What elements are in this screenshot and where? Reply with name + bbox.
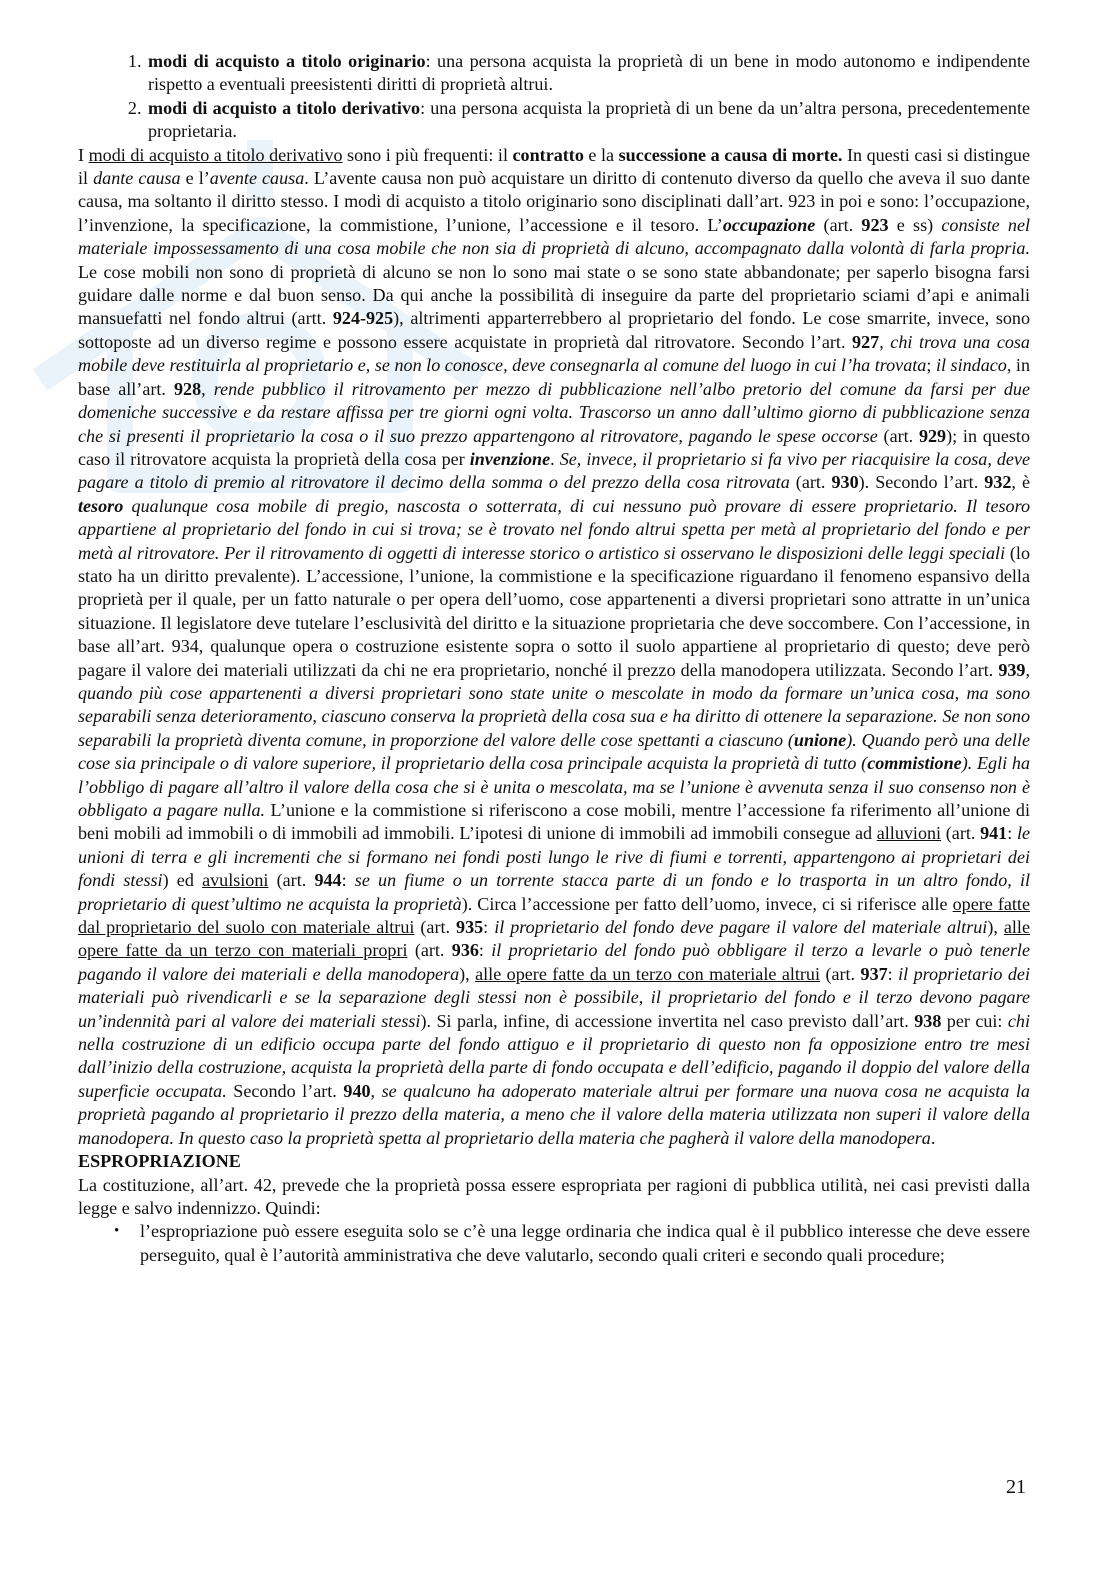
text-run: 928 [173,378,202,399]
text-run: 935 [456,917,484,938]
text-run: chi nella costruzione di un edificio occupa parte del fondo attiguo e il proprietario di questo non fa opposizione entro tre mesi dall’inizio della costruzione, acquista la proprietà della parte di fondo occupata e dell’edificio, pagando il doppio del valore della superficie occupata. [78,1010,1030,1101]
text-run: successione a causa di morte. [618,144,843,165]
text-run: 936 [451,940,479,961]
text-run: alle opere fatte da un terzo con materiale altrui [475,963,821,984]
text-run: 924-925 [332,308,394,329]
document-body [78,50,1030,1267]
text-run: 929 [918,425,947,446]
text-run: quando più cose appartenenti a diversi proprietari sono state unite o mescolate in modo da formare un’unica cosa, ma sono separabili senza deterioramento, ciascuno conserva la proprietà della cosa sua e ha diritto di ottenere la separazione. Se non sono separabili la proprietà diventa comune, in proporzione del valore delle cose spettanti a ciascuno ( [78,682,1030,750]
text-run: 938 [914,1010,942,1031]
text-run: invenzione [469,448,551,469]
text-run: 937 [860,963,888,984]
text-run: rende pubblico il ritrovamento per mezzo di pubblicazione nell’albo pretorio del comune da farsi per due domeniche successive e da restare affissa per tre giorni ogni volta. Trascorso un anno dall’ultimo giorno di pubblicazione senza che si presenti il proprietario la cosa o il suo prezzo appartengono al ritrovatore, pagando le spese occorse [78,378,1030,446]
text-run: modi di acquisto a titolo derivativo [88,144,343,165]
text-run: avente causa [209,168,305,189]
text-run: commistione [867,753,962,774]
text-run: unione [793,729,847,750]
text-run: 939 [998,659,1026,680]
text-run: 940 [343,1080,371,1101]
section-heading: ESPROPRIAZIONE [78,1151,241,1172]
text-run: occupazione [722,214,816,235]
text-run: chi trova una cosa mobile deve restituirla al proprietario e, se non lo conosce, deve consegnarla al comune del luogo in cui l’ha trovata [78,331,1030,376]
text-run: il proprietario del fondo può obbligare il terzo a levarle o può tenerle pagando il valore dei materiali e della manodopera [78,940,1030,984]
acquisition-modes-list [78,50,1030,144]
text-run: 944 [314,870,342,891]
text-run: 930 [831,472,859,493]
text-run: il sindaco [935,355,1007,376]
text-run: opere fatte dal proprietario del suolo con materiale altrui [78,893,1030,938]
text-run: se un fiume o un torrente stacca parte di un fondo e lo trasporta in un altro fondo, il proprietario di quest’ultimo ne acquista la proprietà [78,870,1030,914]
text-run: tesoro [78,495,124,516]
text-run: dante causa [93,168,181,189]
text-run: contratto [512,144,584,165]
text-run: 923 [861,214,889,235]
text-run: avulsioni [202,870,269,891]
text-run: 927 [852,331,880,352]
text-run: consiste nel materiale impossessamento di una cosa mobile che non sia di proprietà di alcuno, accompagnato dalla volontà di farla propria. [78,214,1030,259]
text-run: 932 [984,472,1012,493]
list-item [114,1220,1030,1267]
list-item: 2. modi di acquisto a titolo derivativo: una persona acquista la proprietà di un bene da un’altra persona, precedentemente proprietaria. [146,97,1030,144]
intro-paragraph: La costituzione, all’art. 42, prevede che la proprietà possa essere espropriata per ragioni di pubblica utilità, nei casi previsti dalla legge e salvo indennizzo. Quindi: [78,1174,1030,1218]
text-run: se qualcuno ha adoperato materiale altrui per formare una nuova cosa ne acquista la proprietà pagando al proprietario il prezzo della materia, a meno che il valore della materia utilizzata non superi il valore della manodopera. In questo caso la proprietà spetta al proprietario della materia che pagherà il valore della manodopera [78,1080,1030,1148]
bullet-text: l’espropriazione può essere eseguita solo se c’è una legge ordinaria che indica qual è il pubblico interesse che deve essere perseguito, qual è l’autorità amministrativa che deve valutarlo, secondo quali criteri e secondo quali procedure; [140,1221,1030,1265]
text-run: 941 [980,823,1008,844]
text-run: le unioni di terra e gli incrementi che si formano nei fondi posti lungo le rive di fiumi e torrenti, appartengono ai proprietari dei fondi stessi [78,823,1030,891]
text-run: qualunque cosa mobile di pregio, nascosta o sotterrata, di cui nessuno può provare di essere proprietario. Il tesoro appartiene al proprietario del fondo in cui si trova; se è trovato nel fondo altrui spetta per metà al proprietario del fondo e per metà al ritrovatore. Per il ritrovamento di oggetti di interesse storico o artistico si osservano le disposizioni delle leggi speciali [78,495,1030,563]
bullet-list [78,1220,1030,1267]
text-run: Se, invece, il proprietario si fa vivo per riacquisire la cosa, deve pagare a titolo di premio al ritrovatore il decimo della somma o del prezzo della cosa ritrovata [78,448,1031,493]
text-run: modi di acquisto a titolo originario [148,51,426,71]
list-item: 1. modi di acquisto a titolo originario: una persona acquista la proprietà di un bene in modo autonomo e indipendente rispetto a eventuali preesistenti diritti di proprietà altrui. [146,50,1030,97]
text-run: il proprietario del fondo deve pagare il valore del materiale altrui [494,917,988,938]
text-run: alle opere fatte da un terzo con materiali propri [78,917,1030,961]
text-run: modi di acquisto a titolo derivativo [148,97,421,118]
text-run: il proprietario dei materiali può rivendicarli e se la separazione degli stessi non è possibile, il proprietario del fondo e il terzo devono pagare un’indennità pari al valore dei materiali stessi [78,963,1030,1031]
main-paragraph: I modi di acquisto a titolo derivativo sono i più frequenti: il contratto e la successione a causa di morte. In questi casi si distingue il dante causa e l’avente causa. L’avente causa non può acquistare un diritto di contenuto diverso da quello che aveva il suo dante causa, ma soltanto il diritto stesso. I modi di acquisto a titolo originario sono disciplinati dall’art. 923 in poi e sono: l’occupazione, l’invenzione, la specificazione, la commistione, l’unione, l’accessione e il tesoro. L’occupazione (art. 923 e ss) consiste nel materiale impossessamento di una cosa mobile che non sia di proprietà di alcuno, accompagnato dalla volontà di farla propria. Le cose mobili non sono di proprietà di alcuno se non lo sono mai state o se sono state abbandonate; per saperlo bisogna farsi guidare dalle norme e dal buon senso. Da qui anche la possibilità di inseguire da parte del proprietario sciami d’api e animali mansuefatti nel fondo altrui (artt. 924-925), altrimenti apparterrebbero al proprietario del fondo. Le cose smarrite, invece, sono sottoposte ad un diverso regime e possono essere acquistate in proprietà dal ritrovatore. Secondo l’art. 927, chi trova una cosa mobile deve restituirla al proprietario e, se non lo conosce, deve consegnarla al comune del luogo in cui l’ha trovata; il sindaco, in base all’art. 928, rende pubblico il ritrovamento per mezzo di pubblicazione nell’albo pretorio del comune da farsi per due domeniche successive e da restare affissa per tre giorni ogni volta. Trascorso un anno dall’ultimo giorno di pubblicazione senza che si presenti il proprietario la cosa o il suo prezzo appartengono al ritrovatore, pagando le spese occorse (art. 929); in questo caso il ritrovatore acquista la proprietà della cosa per invenzione. Se, invece, il proprietario si fa vivo per riacquisire la cosa, deve pagare a titolo di premio al ritrovatore il decimo della somma o del prezzo della cosa ritrovata (art. 930). Secondo l’art. 932, è tesoro qualunque cosa mobile di pregio, nascosta o sotterrata, di cui nessuno può provare di essere proprietario. Il tesoro appartiene al proprietario del fondo in cui si trova; se è trovato nel fondo altrui spetta per metà al proprietario del fondo e per metà al ritrovatore. Per il ritrovamento di oggetti di interesse storico o artistico si osservano le disposizioni delle leggi speciali (lo stato ha un diritto prevalente). L’accessione, l’unione, la commistione e la specificazione riguardano il fenomeno espansivo della proprietà per il quale, per un fatto naturale o per opera dell’uomo, cose appartenenti a diversi proprietari sono attratte in un’unica situazione. Il legislatore deve tutelare l’esclusività del diritto e la situazione proprietaria che deve soccombere. Con l’accessione, in base all’art. 934, qualunque opera o costruzione esistente sopra o sotto il suolo appartiene al proprietario di questo; deve però pagare il valore dei materiali utilizzati da chi ne era proprietario, nonché il prezzo della manodopera utilizzata. Secondo l’art. 939, quando più cose appartenenti a diversi proprietari sono state unite o mescolate in modo da formare un’unica cosa, ma sono separabili senza deterioramento, ciascuno conserva la proprietà della cosa sua e ha diritto di ottenere la separazione. Se non sono separabili la proprietà diventa comune, in proporzione del valore delle cose spettanti a ciascuno (unione). Quando però una delle cose sia principale o di valore superiore, il proprietario della cosa principale acquista la proprietà di tutto (commistione). Egli ha l’obbligo di pagare all’altro il valore della cosa che si è unita o mescolata, ma se l’unione è avvenuta senza il suo consenso non è obbligato a pagare nulla. L’unione e la commistione si riferiscono a cose mobili, mentre l’accessione fa riferimento all’unione di beni mobili ad immobili o di immobili ad immobili. L’ipotesi di unione di immobili ad immobili consegue ad alluvioni (art. 941: le unioni di terra e gli incrementi che si formano nei fondi posti lungo le rive di fiumi e torrenti, appartengono ai proprietari dei fondi stessi) ed avulsioni (art. 944: se un fiume o un torrente stacca parte di un fondo e lo trasporta in un altro fondo, il proprietario di quest’ultimo ne acquista la proprietà). Circa l’accessione per fatto dell’uomo, invece, ci si riferisce alle opere fatte dal proprietario del suolo con materiale altrui (art. 935: il proprietario del fondo deve pagare il valore del materiale altrui), alle opere fatte da un terzo con materiali propri (art. 936: il proprietario del fondo può obbligare il terzo a levarle o può tenerle pagando il valore dei materiali e della manodopera), alle opere fatte da un terzo con materiale altrui (art. 937: il proprietario dei materiali può rivendicarli e se la separazione degli stessi non è possibile, il proprietario del fondo e il terzo devono pagare un’indennità pari al valore dei materiali stessi). Si parla, infine, di accessione invertita nel caso previsto dall’art. 938 per cui: chi nella costruzione di un edificio occupa parte del fondo attiguo e il proprietario di questo non fa opposizione entro tre mesi dall’inizio della costruzione, acquista la proprietà della parte di fondo occupata e dell’edificio, pagando il doppio del valore della superficie occupata. Secondo l’art. 940, se qualcuno ha adoperato materiale altrui per formare una nuova cosa ne acquista la proprietà pagando al proprietario il prezzo della materia, a meno che il valore della materia utilizzata non superi il valore della manodopera. In questo caso la proprietà spetta al proprietario della materia che pagherà il valore della manodopera. [78,144,1031,1148]
text-run: ). Egli ha l’obbligo di pagare all’altro il valore della cosa che si è unita o mescolata, ma se l’unione è avvenuta senza il suo consenso non è obbligato a pagare nulla. [78,753,1031,820]
bullet-icon: • [114,1223,120,1240]
text-run: ). Quando però una delle cose sia principale o di valore superiore, il proprietario della cosa principale acquista la proprietà di tutto ( [78,729,1030,774]
text-run: alluvioni [876,823,942,844]
page-number: 21 [1006,1476,1026,1498]
